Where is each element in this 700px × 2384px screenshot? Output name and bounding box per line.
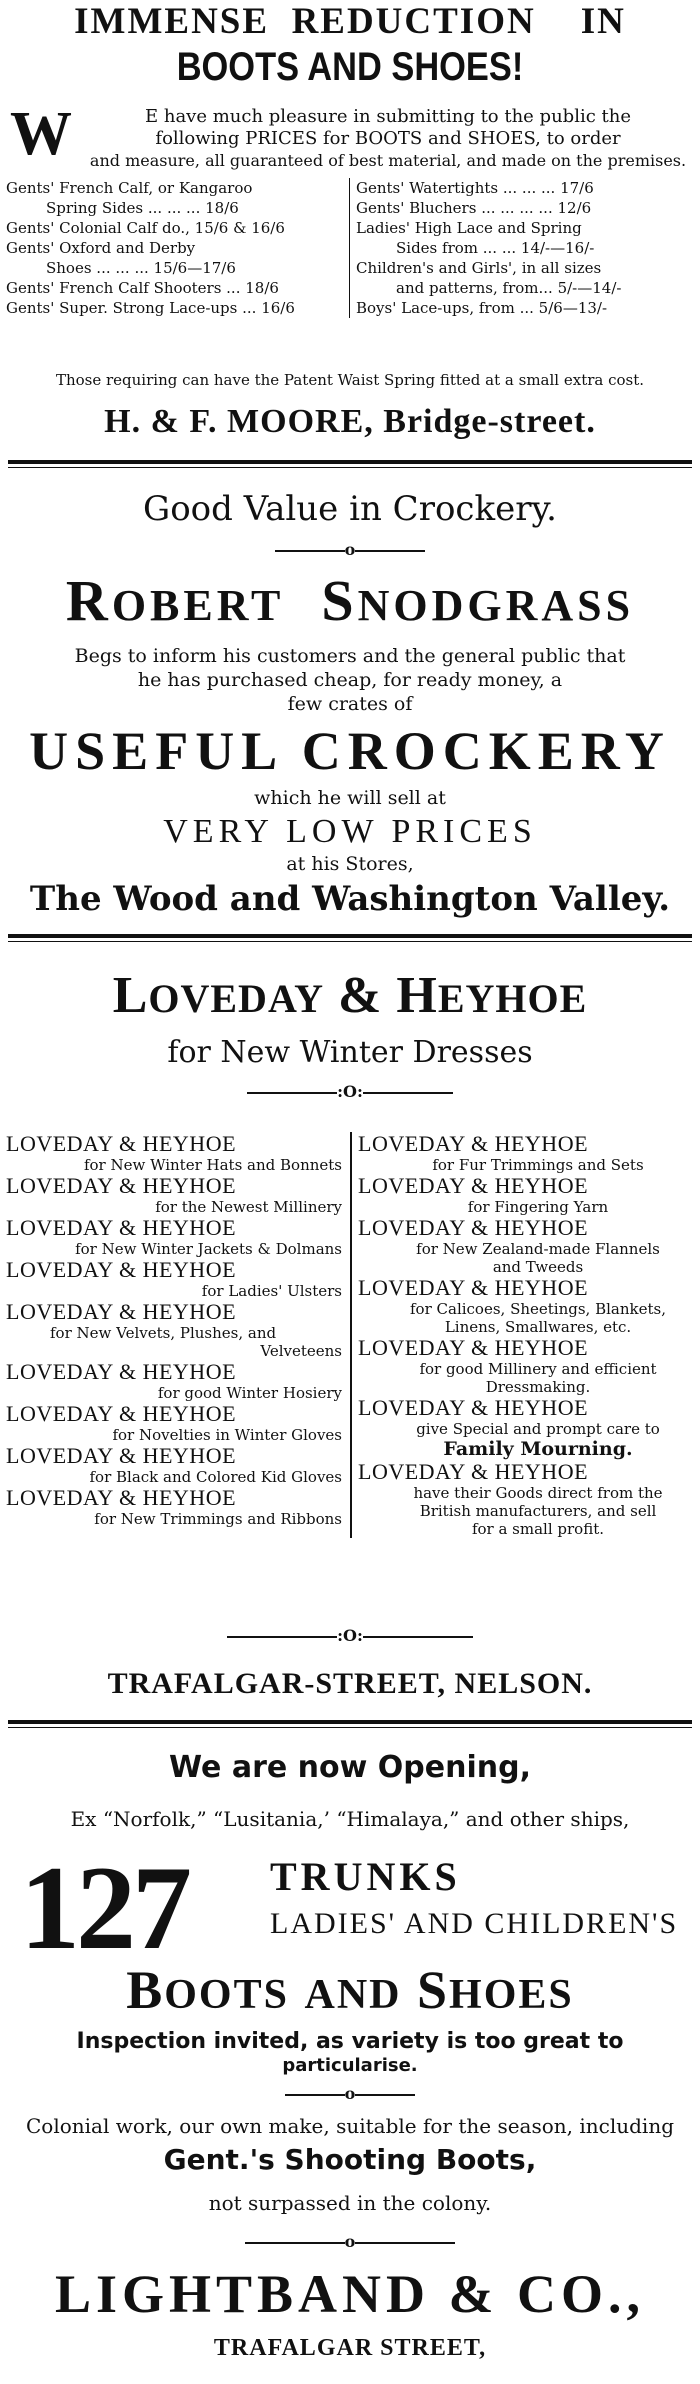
price-item-text: Ladies' High Lace and Spring — [356, 219, 582, 237]
list-item-desc: for the Newest Millinery — [155, 1198, 342, 1216]
lightband-firm-name: LIGHTBAND & CO., — [54, 2264, 646, 2324]
lightband-shooting-boots: Gent.'s Shooting Boots, — [163, 2143, 537, 2176]
price-item — [356, 178, 694, 198]
section-divider — [8, 934, 692, 942]
price-item — [6, 198, 345, 218]
list-item-desc: for New Zealand-made Flannels — [416, 1240, 660, 1258]
list-item-name: LOVEDAY & HEYHOE — [6, 1131, 237, 1156]
ornament-rule — [6, 2084, 694, 2104]
list-item-name: LOVEDAY & HEYHOE — [6, 1443, 237, 1468]
body-line: which he will sell at — [254, 787, 446, 809]
list-item-desc: for good Winter Hosiery — [157, 1384, 342, 1402]
list-item — [6, 1132, 342, 1174]
price-item-text: Children's and Girls', in all sizes — [356, 259, 602, 277]
loveday-listing — [6, 1132, 694, 1538]
list-item — [6, 1360, 342, 1402]
name-initial: R — [65, 568, 112, 633]
body-line: few crates of — [287, 693, 413, 715]
price-item — [356, 298, 694, 318]
name-initial: L — [112, 967, 149, 1024]
snodgrass-low-prices: VERY LOW PRICES — [163, 813, 537, 850]
ornament-rule — [6, 1082, 694, 1102]
moore-headline — [6, 2, 694, 42]
list-item — [6, 1402, 342, 1444]
list-item-name: LOVEDAY & HEYHOE — [358, 1215, 589, 1240]
list-item-name: LOVEDAY & HEYHOE — [6, 1215, 237, 1240]
body-line: Begs to inform his customers and the general public that — [74, 645, 626, 667]
list-item-desc: for Fur Trimmings and Sets — [432, 1156, 644, 1174]
lightband-headline: We are now Opening, — [169, 1750, 531, 1785]
moore-headline-word: IMMENSE — [74, 1, 270, 42]
moore-intro — [6, 100, 694, 172]
price-item — [356, 218, 694, 238]
lightband-trunks-row — [6, 1841, 694, 1974]
section-divider — [8, 1720, 692, 1728]
price-item — [356, 258, 694, 278]
name-rest: AND — [304, 1972, 402, 2018]
moore-price-column-left — [6, 178, 350, 318]
price-item — [356, 238, 694, 258]
list-item — [358, 1132, 694, 1174]
list-item-desc: and Tweeds — [492, 1258, 584, 1276]
price-item-cont: Sides from ... ... 14/-—16/- — [396, 239, 595, 257]
list-item — [358, 1460, 694, 1538]
lightband-ships: Ex “Norfolk,” “Lusitania,’ “Himalaya,” and other ships, — [70, 1807, 630, 1831]
list-item-name: LOVEDAY & HEYHOE — [6, 1359, 237, 1384]
moore-price-list — [6, 178, 694, 318]
inspection-line: Inspection invited, as variety is too great to — [76, 2029, 624, 2054]
price-item — [6, 238, 345, 258]
ornament-glyph: o — [344, 2232, 356, 2251]
list-item-desc: Family Mourning. — [443, 1438, 633, 1460]
snodgrass-headline: Good Value in Crockery. — [143, 489, 557, 529]
trunk-count: 127 — [20, 1841, 188, 1974]
price-item-cont: Spring Sides ... ... ... 18/6 — [46, 199, 239, 217]
loveday-column-right — [350, 1132, 694, 1538]
moore-headline-word: IN — [580, 1, 626, 42]
list-item — [6, 1444, 342, 1486]
ornament-glyph: o — [344, 2084, 356, 2103]
list-item-desc: for good Millinery and efficient — [419, 1360, 657, 1378]
list-item — [6, 1300, 342, 1360]
price-item-cont: Shoes ... ... ... 15/6—17/6 — [46, 259, 236, 277]
list-item-desc: for Novelties in Winter Gloves — [112, 1426, 342, 1444]
moore-note: Those requiring can have the Patent Waist Spring fitted at a small extra cost. — [55, 371, 645, 389]
name-rest: OVEDAY — [148, 976, 325, 1021]
list-item-desc: British manufacturers, and sell — [419, 1502, 657, 1520]
list-item — [6, 1486, 342, 1528]
loveday-place: TRAFALGAR-STREET, NELSON. — [107, 1667, 593, 1700]
ornament-rule — [6, 1626, 694, 1646]
ornament-glyph: :O: — [337, 1082, 363, 1101]
body-line: he has purchased cheap, for ready money, a — [137, 669, 563, 691]
list-item-desc: for New Winter Hats and Bonnets — [83, 1156, 342, 1174]
inspection-line: particularise. — [282, 2055, 418, 2076]
lightband-boots-shoes — [6, 1958, 694, 2027]
name-initial: H — [396, 967, 438, 1024]
snodgrass-body — [6, 644, 694, 716]
list-item-desc: Linens, Smallwares, etc. — [444, 1318, 632, 1336]
lightband-inspection — [6, 2030, 694, 2078]
snodgrass-place: The Wood and Washington Valley. — [29, 879, 671, 919]
list-item — [6, 1216, 342, 1258]
list-item-desc: Velveteens — [260, 1342, 342, 1360]
moore-price-column-right — [350, 178, 694, 318]
list-item — [358, 1216, 694, 1276]
list-item — [358, 1396, 694, 1460]
price-item-text: Gents' Bluchers ... ... ... ... 12/6 — [356, 199, 592, 217]
lightband-surpassed: not surpassed in the colony. — [208, 2191, 492, 2215]
list-item-desc: give Special and prompt care to — [416, 1420, 660, 1438]
list-item-name: LOVEDAY & HEYHOE — [358, 1173, 589, 1198]
body-line: at his Stores, — [286, 853, 414, 875]
list-item-name: LOVEDAY & HEYHOE — [358, 1335, 589, 1360]
name-initial: S — [321, 568, 358, 633]
loveday-name — [6, 966, 694, 1029]
list-item — [358, 1276, 694, 1336]
price-item-text: Boys' Lace-ups, from ... 5/6—13/- — [356, 299, 608, 317]
list-item-desc: Dressmaking. — [485, 1378, 591, 1396]
ornament-rule — [6, 2232, 694, 2252]
loveday-column-left — [6, 1132, 350, 1538]
list-item-name: LOVEDAY & HEYHOE — [6, 1173, 237, 1198]
list-item — [6, 1174, 342, 1216]
moore-dropcap: W — [10, 100, 72, 168]
name-rest: NODGRASS — [357, 581, 635, 630]
moore-headline-word: REDUCTION — [291, 1, 536, 42]
list-item-desc: for Fingering Yarn — [467, 1198, 609, 1216]
name-rest: OOTS — [164, 1972, 289, 2018]
list-item-name: LOVEDAY & HEYHOE — [6, 1257, 237, 1282]
section-divider — [8, 460, 692, 468]
snodgrass-useful-crockery: USEFUL CROCKERY — [29, 721, 671, 781]
moore-subheadline: BOOTS AND SHOES! — [176, 45, 524, 89]
price-item — [6, 178, 345, 198]
list-item-desc: for Ladies' Ulsters — [201, 1282, 342, 1300]
moore-intro-line: and measure, all guaranteed of best material, and made on the premises. — [89, 151, 687, 170]
lightband-colonial: Colonial work, our own make, suitable for the season, including — [25, 2114, 675, 2138]
lightband-street: TRAFALGAR STREET, — [213, 2335, 487, 2361]
name-rest: HOES — [449, 1972, 574, 2018]
ampersand: & — [338, 967, 383, 1024]
list-item-desc: for Black and Colored Kid Gloves — [89, 1468, 342, 1486]
list-item-name: LOVEDAY & HEYHOE — [6, 1401, 237, 1426]
price-item-cont: and patterns, from... 5/-—14/- — [396, 279, 622, 297]
list-item-desc: for a small profit. — [471, 1520, 605, 1538]
moore-firm-name: H. & F. MOORE, Bridge-street. — [104, 403, 596, 440]
trunks-label: TRUNKS — [270, 1854, 461, 1899]
ornament-glyph: o — [344, 540, 356, 559]
price-item-text: Gents' Oxford and Derby — [6, 239, 196, 257]
list-item-name: LOVEDAY & HEYHOE — [6, 1299, 237, 1324]
price-item — [6, 278, 345, 298]
moore-intro-line: following PRICES for BOOTS and SHOES, to order — [155, 128, 621, 149]
name-rest: EYHOE — [437, 976, 588, 1021]
price-item — [6, 298, 345, 318]
list-item-desc: for New Winter Jackets & Dolmans — [75, 1240, 342, 1258]
price-item — [6, 258, 345, 278]
price-item-text: Gents' French Calf, or Kangaroo — [6, 179, 253, 197]
name-rest: OBERT — [111, 581, 285, 630]
list-item — [358, 1336, 694, 1396]
price-item — [6, 218, 345, 238]
list-item-name: LOVEDAY & HEYHOE — [358, 1395, 589, 1420]
list-item-desc: for New Velvets, Plushes, and — [50, 1324, 277, 1342]
list-item-desc: for Calicoes, Sheetings, Blankets, — [410, 1300, 666, 1318]
list-item — [358, 1174, 694, 1216]
list-item-name: LOVEDAY & HEYHOE — [358, 1131, 589, 1156]
list-item-name: LOVEDAY & HEYHOE — [6, 1485, 237, 1510]
snodgrass-name — [6, 568, 694, 639]
price-item — [356, 278, 694, 298]
ornament-glyph: :O: — [337, 1626, 363, 1645]
price-item-text: Gents' Colonial Calf do., 15/6 & 16/6 — [6, 219, 285, 237]
list-item-desc: for New Trimmings and Ribbons — [94, 1510, 342, 1528]
price-item-text: Gents' French Calf Shooters ... 18/6 — [6, 279, 279, 297]
list-item-name: LOVEDAY & HEYHOE — [358, 1459, 589, 1484]
price-item-text: Gents' Super. Strong Lace-ups ... 16/6 — [6, 299, 295, 317]
list-item-name: LOVEDAY & HEYHOE — [358, 1275, 589, 1300]
list-item — [6, 1258, 342, 1300]
loveday-subheadline: for New Winter Dresses — [167, 1035, 533, 1070]
name-initial: S — [416, 1960, 450, 2020]
moore-intro-line: E have much pleasure in submitting to the public the — [145, 106, 631, 127]
price-item — [356, 198, 694, 218]
price-item-text: Gents' Watertights ... ... ... 17/6 — [356, 179, 594, 197]
list-item-desc: have their Goods direct from the — [413, 1484, 663, 1502]
ornament-rule — [6, 540, 694, 560]
ladies-childrens-label: LADIES' AND CHILDREN'S — [270, 1907, 679, 1940]
name-initial: B — [126, 1960, 165, 2020]
